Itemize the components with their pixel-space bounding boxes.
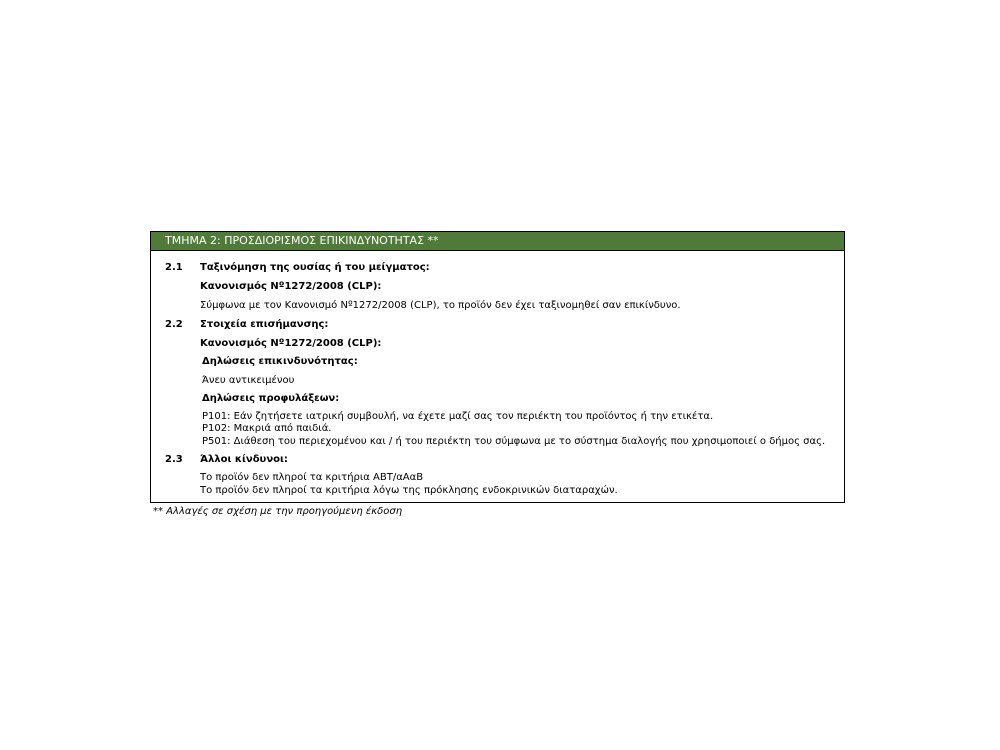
hazard-statements-text: Άνευ αντικειμένου bbox=[202, 375, 295, 386]
footnote-changes: ** Αλλαγές σε σχέση με την προηγούμενη έκδοση bbox=[153, 506, 403, 517]
precaution-p501: P501: Διάθεση του περιεχομένου και / ή του περιέκτη του σύμφωνα με το σύστημα διαλογής που χρησιμοποιεί ο δήμος σας. bbox=[202, 436, 826, 447]
regulation-label-2-2: Κανονισμός Nº1272/2008 (CLP): bbox=[200, 338, 382, 349]
classification-text: Σύμφωνα με τον Κανονισμό Nº1272/2008 (CLP), το προϊόν δεν έχει ταξινομηθεί σαν επικίνδυνο. bbox=[200, 300, 681, 311]
regulation-label-2-1: Κανονισμός Nº1272/2008 (CLP): bbox=[200, 281, 382, 292]
section-number-2-3: 2.3 bbox=[165, 454, 183, 465]
precautionary-statements-heading: Δηλώσεις προφυλάξεων: bbox=[202, 393, 340, 404]
precaution-p101: P101: Εάν ζητήσετε ιατρική συμβουλή, να έχετε μαζί σας τον περιέκτη του προϊόντος ή την ετικέτα. bbox=[202, 411, 714, 422]
section-title: ΤΜΗΜΑ 2: ΠΡΟΣΔΙΟΡΙΣΜΟΣ ΕΠΙΚΙΝΔΥΝΟΤΗΤΑΣ ** bbox=[151, 232, 844, 251]
heading-classification: Ταξινόμηση της ουσίας ή του μείγματος: bbox=[200, 262, 430, 273]
hazard-statements-heading: Δηλώσεις επικινδυνότητας: bbox=[202, 356, 358, 367]
heading-other-hazards: Άλλοι κίνδυνοι: bbox=[200, 454, 288, 465]
section-number-2-2: 2.2 bbox=[165, 319, 183, 330]
other-hazards-endocrine: Το προϊόν δεν πληροί τα κριτήρια λόγω της πρόκλησης ενδοκρινικών διαταραχών. bbox=[200, 485, 618, 496]
other-hazards-pbt: Το προϊόν δεν πληροί τα κριτήρια ΑΒΤ/αΑαΒ bbox=[200, 472, 424, 483]
heading-label-elements: Στοιχεία επισήμανσης: bbox=[200, 319, 329, 330]
section-number-2-1: 2.1 bbox=[165, 262, 183, 273]
precaution-p102: P102: Μακριά από παιδιά. bbox=[202, 423, 332, 434]
